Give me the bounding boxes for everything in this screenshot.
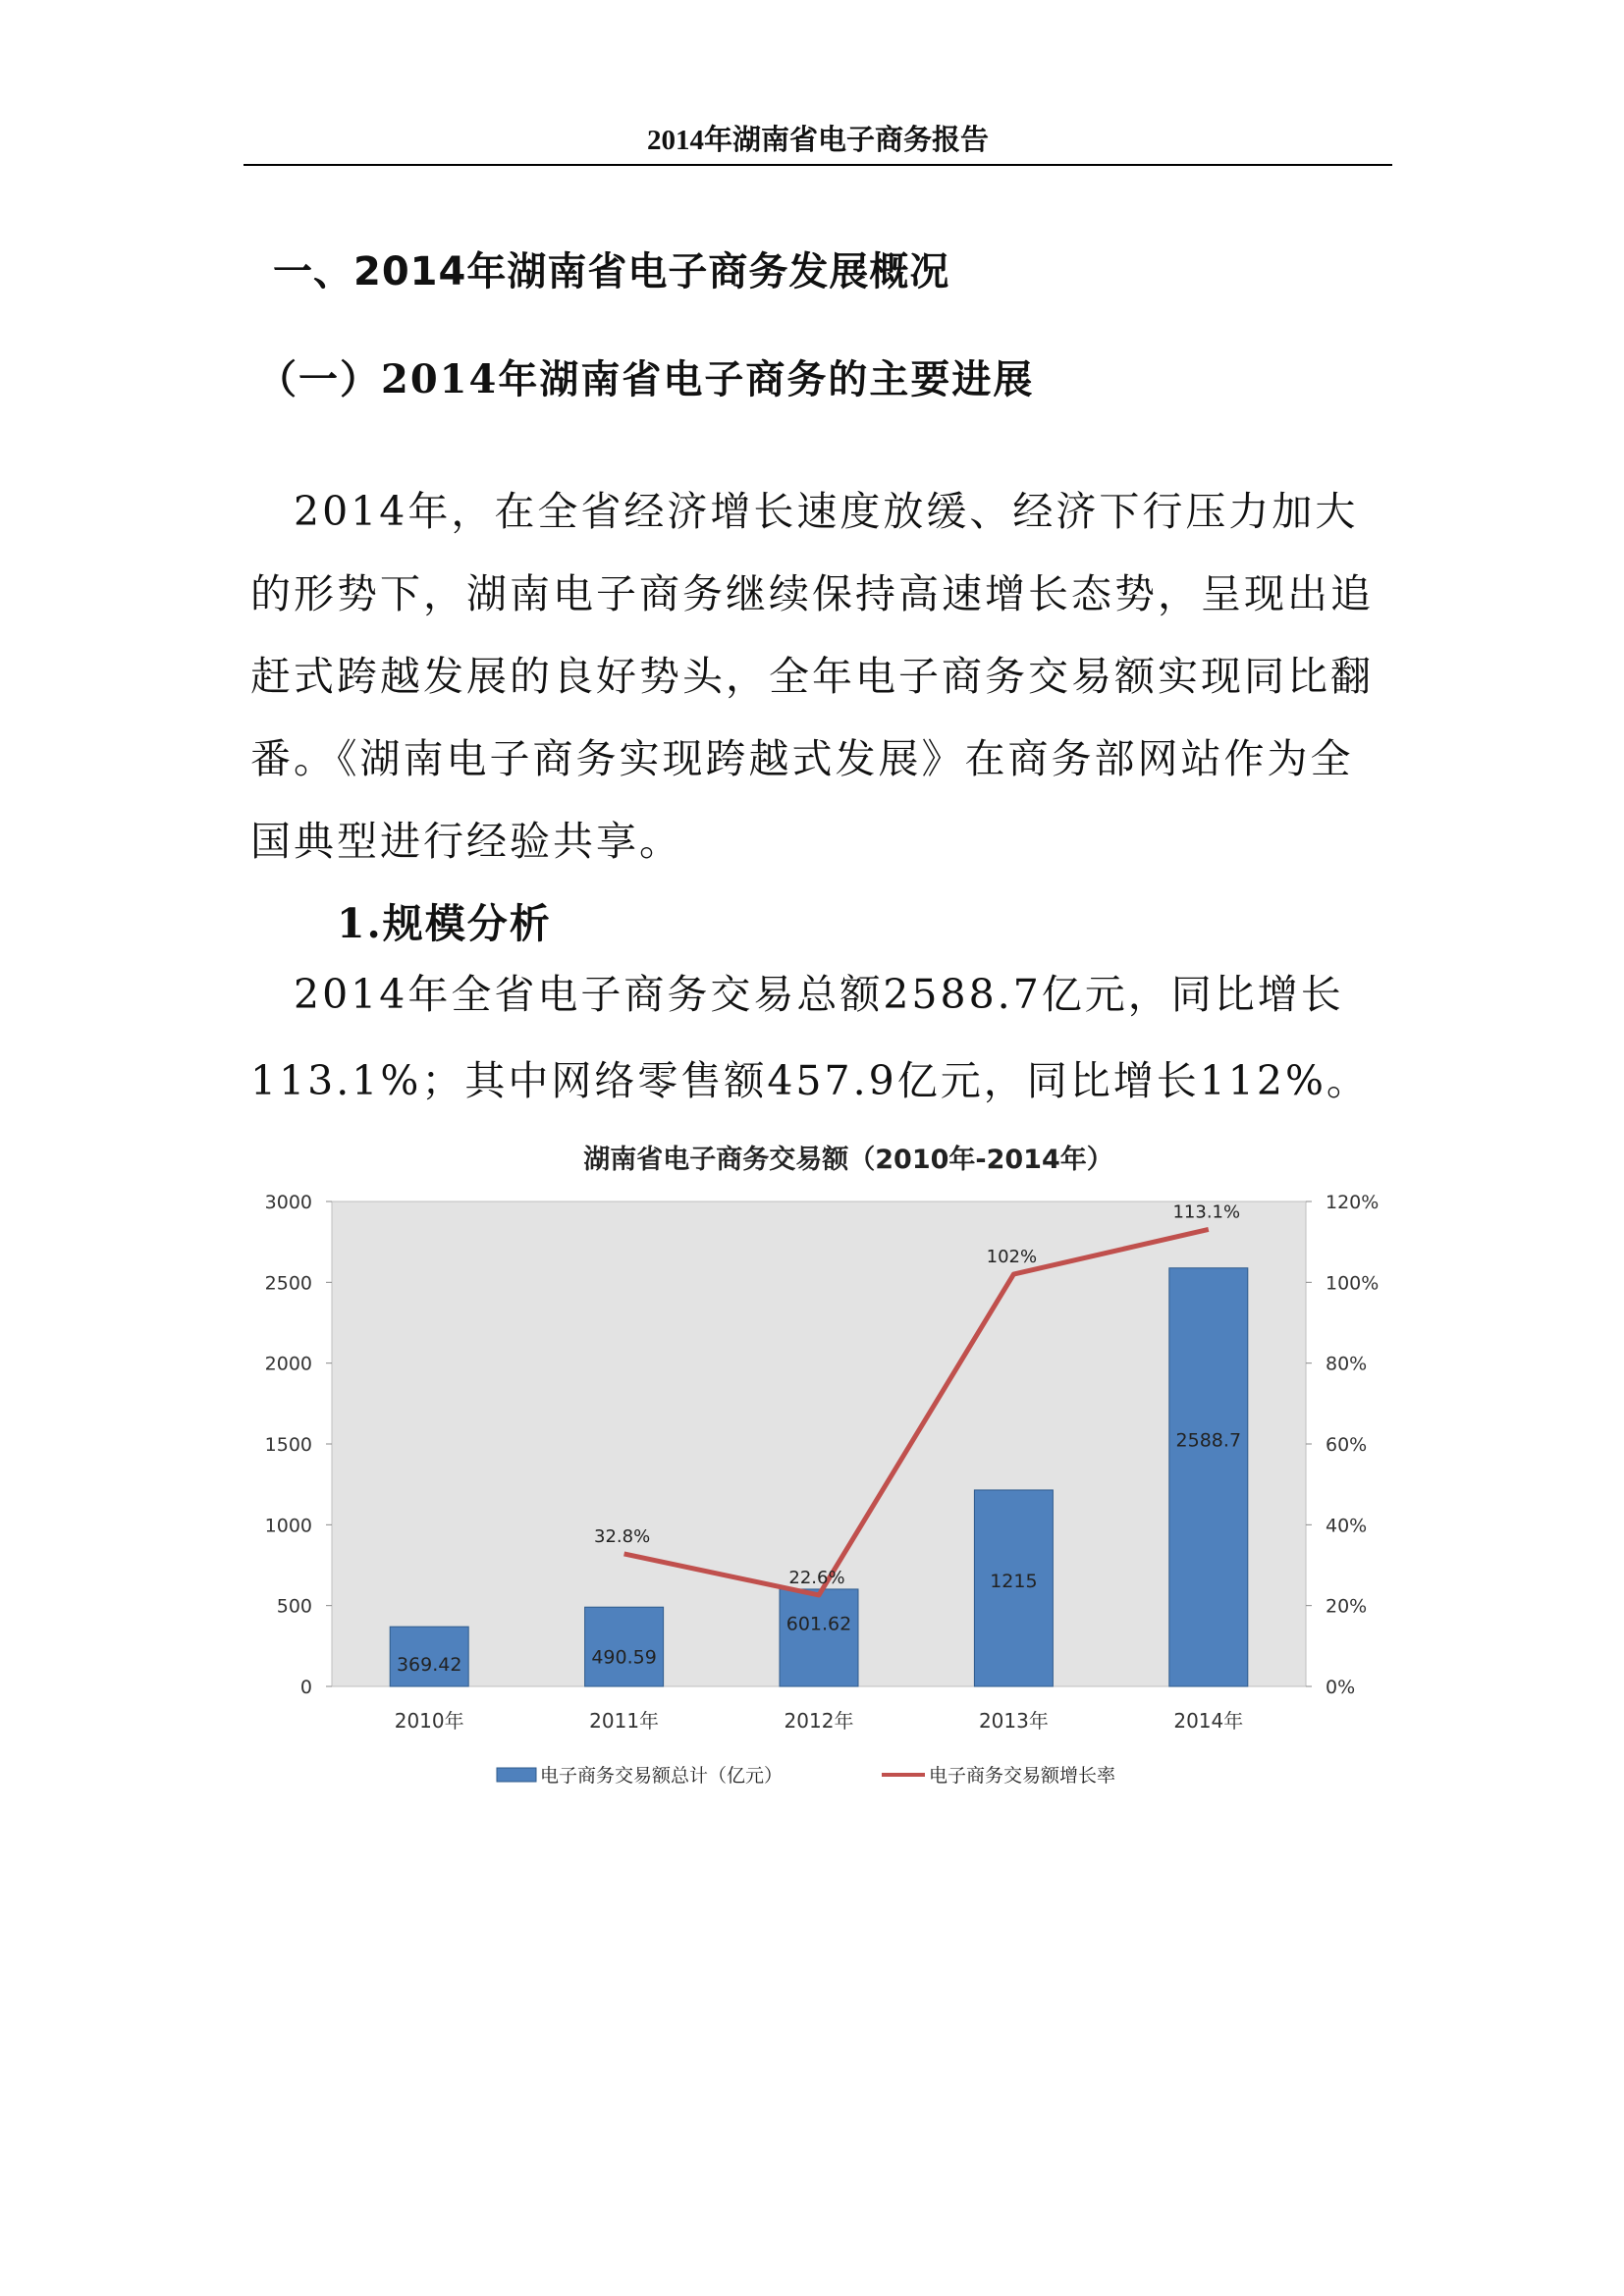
paragraph-line: 2014年，在全省经济增长速度放缓、经济下行压力加大 [250, 488, 1359, 535]
bar-data-label: 1215 [990, 1570, 1038, 1592]
legend-bar-label: 电子商务交易额总计（亿元） [540, 1765, 784, 1787]
line-data-label: 113.1% [1172, 1201, 1241, 1223]
y-right-tick-label: 40% [1326, 1515, 1368, 1537]
bar [780, 1589, 858, 1686]
item-title: 1.规模分析 [337, 900, 552, 947]
x-tick-label: 2010年 [394, 1709, 464, 1733]
bar [1169, 1268, 1248, 1686]
y-right-tick-label: 100% [1326, 1272, 1380, 1295]
section-title: 一、2014年湖南省电子商务发展概况 [273, 249, 950, 294]
subsection-title: （一）2014年湖南省电子商务的主要进展 [257, 356, 1035, 402]
line-data-label: 102% [986, 1247, 1038, 1268]
line-data-label: 32.8% [594, 1525, 651, 1547]
paragraph-line: 2014年全省电子商务交易总额2588.7亿元，同比增长 [250, 971, 1344, 1018]
y-left-tick-label: 1000 [264, 1515, 312, 1537]
paragraph-line: 番。《湖南电子商务实现跨越式发展》在商务部网站作为全 [250, 735, 1354, 782]
y-left-tick-label: 2500 [264, 1272, 312, 1295]
legend-bar-swatch [497, 1768, 536, 1782]
y-left-tick-label: 2000 [264, 1353, 312, 1375]
bar-data-label: 369.42 [396, 1653, 462, 1676]
x-tick-label: 2013年 [978, 1709, 1049, 1733]
header-rule [244, 164, 1392, 166]
bar-data-label: 601.62 [785, 1613, 852, 1635]
bar-data-label: 2588.7 [1175, 1429, 1242, 1452]
paragraph-line: 113.1%；其中网络零售额457.9亿元，同比增长112%。 [250, 1057, 1370, 1104]
y-right-tick-label: 20% [1326, 1595, 1368, 1618]
y-left-tick-label: 500 [276, 1595, 312, 1618]
y-left-tick-label: 0 [299, 1677, 312, 1698]
combo-chart [244, 1129, 1402, 1816]
running-header: 2014年湖南省电子商务报告 [646, 125, 989, 156]
x-tick-label: 2011年 [589, 1709, 660, 1733]
y-right-tick-label: 60% [1326, 1434, 1368, 1456]
y-right-tick-label: 0% [1326, 1677, 1356, 1698]
y-right-tick-label: 120% [1326, 1192, 1380, 1213]
line-data-label: 22.6% [788, 1567, 845, 1588]
paragraph-line: 赶式跨越发展的良好势头，全年电子商务交易额实现同比翻 [250, 653, 1374, 700]
y-left-tick-label: 3000 [264, 1192, 312, 1213]
bar-data-label: 490.59 [591, 1646, 657, 1669]
y-right-tick-label: 80% [1326, 1353, 1368, 1375]
paragraph-line: 的形势下，湖南电子商务继续保持高速增长态势，呈现出追 [250, 570, 1374, 617]
paragraph-line: 国典型进行经验共享。 [250, 818, 682, 865]
x-tick-label: 2014年 [1173, 1709, 1244, 1733]
legend-line-label: 电子商务交易额增长率 [929, 1765, 1116, 1787]
chart-title: 湖南省电子商务交易额（2010年-2014年） [583, 1145, 1113, 1175]
x-tick-label: 2012年 [784, 1709, 854, 1733]
y-left-tick-label: 1500 [264, 1434, 312, 1456]
